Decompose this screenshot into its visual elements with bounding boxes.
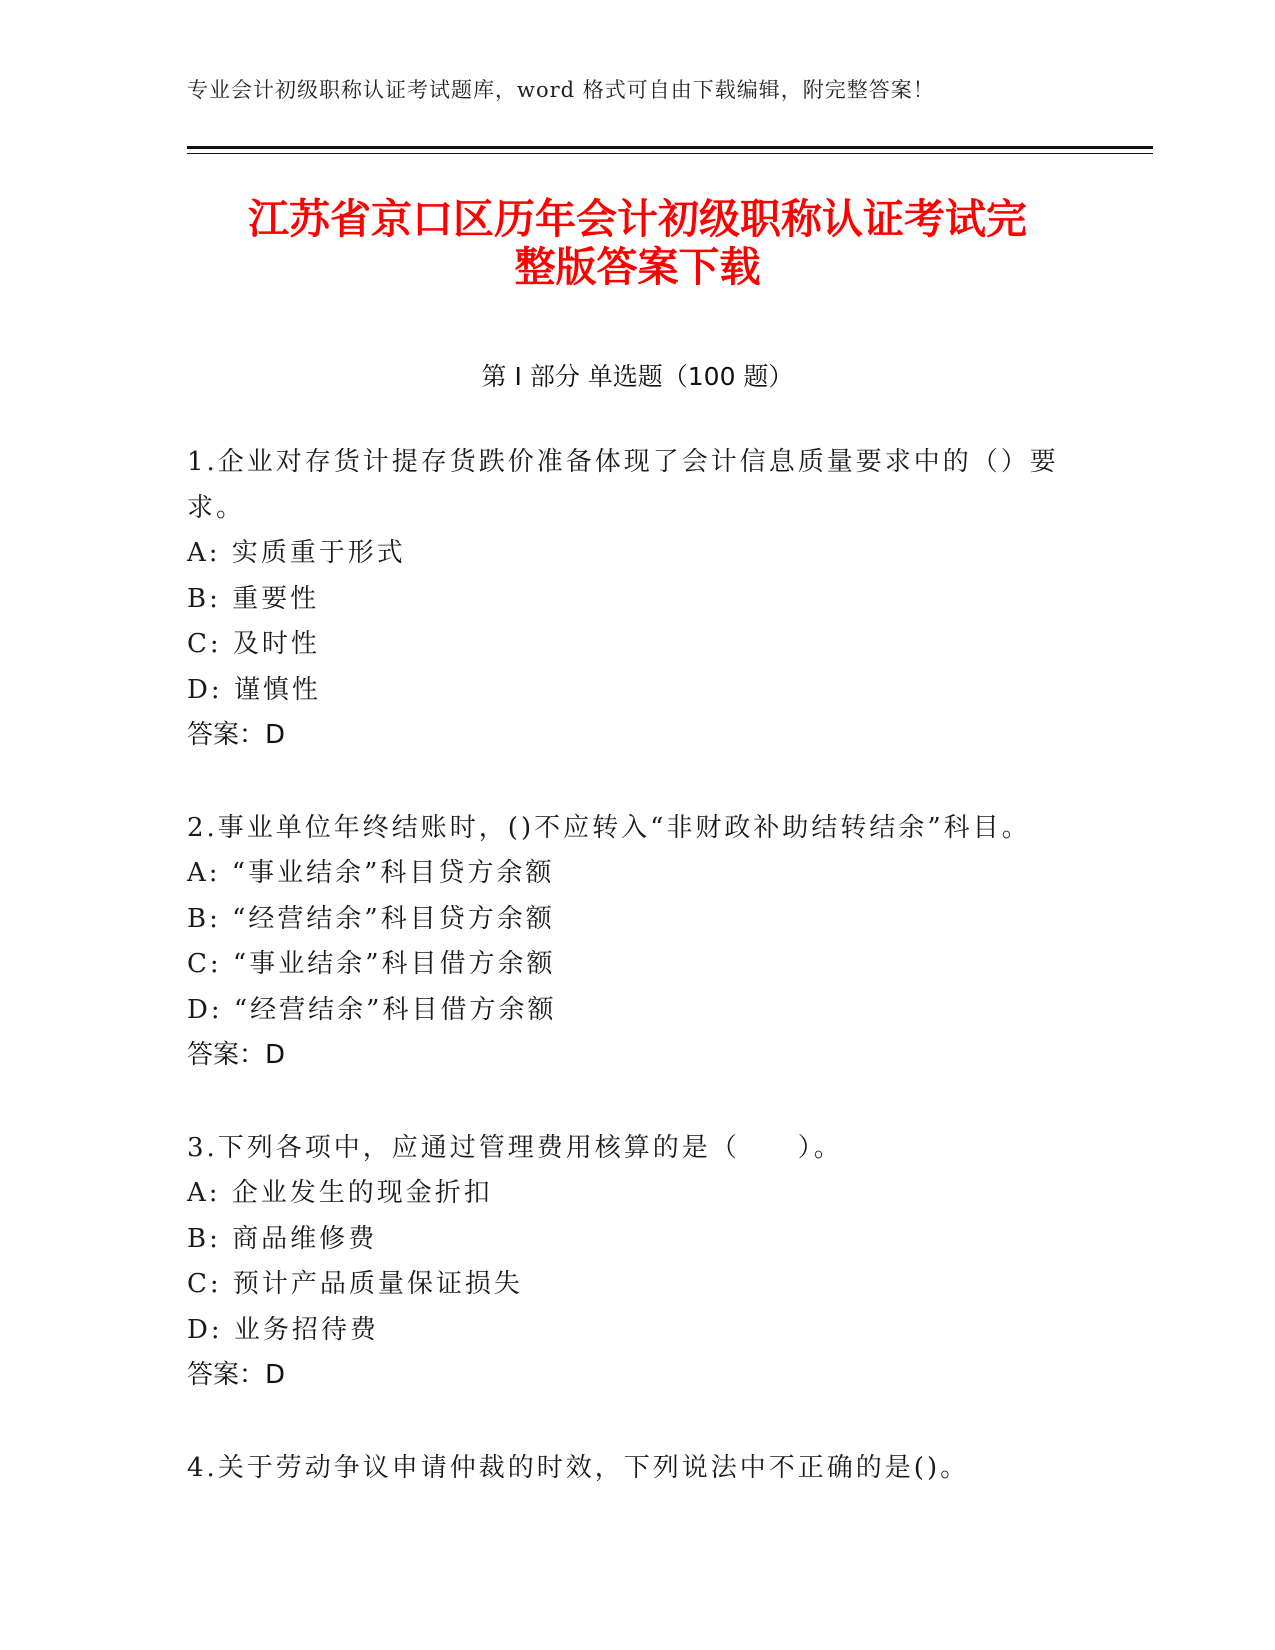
question-stem: 2.事业单位年终结账时，()不应转入“非财政补助结转结余”科目。 bbox=[187, 812, 1031, 843]
option-d: D: 业务招待费 bbox=[187, 1314, 379, 1345]
question-1 bbox=[187, 440, 1067, 759]
option-c: C: 及时性 bbox=[187, 629, 320, 659]
option-c: C: “事业结余”科目借方余额 bbox=[187, 949, 556, 979]
question-stem: 4.关于劳动争议申请仲裁的时效，下列说法中不正确的是()。 bbox=[187, 1452, 970, 1483]
document-title bbox=[150, 195, 1125, 291]
title-line-2: 整版答案下载 bbox=[514, 243, 761, 291]
question-stem: 1.企业对存货计提存货跌价准备体现了会计信息质量要求中的（）要求。 bbox=[187, 447, 1059, 523]
section-heading: 第 I 部分 单选题（100 题） bbox=[481, 362, 794, 391]
option-b: B: “经营结余”科目贷方余额 bbox=[187, 903, 555, 934]
option-c: C: 预计产品质量保证损失 bbox=[187, 1269, 523, 1299]
answer: 答案：D bbox=[187, 1360, 286, 1390]
option-a: A: 企业发生的现金折扣 bbox=[187, 1178, 493, 1208]
answer: 答案：D bbox=[187, 720, 286, 750]
option-a: A: “事业结余”科目贷方余额 bbox=[187, 858, 555, 888]
option-b: B: 重要性 bbox=[187, 583, 320, 614]
option-a: A: 实质重于形式 bbox=[187, 538, 406, 568]
header-divider-thick bbox=[187, 146, 1153, 149]
answer: 答案：D bbox=[187, 1040, 286, 1070]
title-line-1: 江苏省京口区历年会计初级职称认证考试完 bbox=[248, 195, 1027, 243]
question-3 bbox=[187, 1126, 1067, 1399]
question-4 bbox=[187, 1446, 1067, 1492]
header-divider-thin bbox=[187, 153, 1153, 154]
question-2 bbox=[187, 806, 1067, 1079]
question-stem: 3.下列各项中，应通过管理费用核算的是（ ）。 bbox=[187, 1132, 843, 1163]
header-note: 专业会计初级职称认证考试题库，word 格式可自由下载编辑，附完整答案！ bbox=[187, 78, 935, 102]
option-d: D: “经营结余”科目借方余额 bbox=[187, 994, 557, 1025]
question-list bbox=[187, 440, 1067, 1538]
option-d: D: 谨慎性 bbox=[187, 674, 321, 705]
option-b: B: 商品维修费 bbox=[187, 1223, 378, 1254]
